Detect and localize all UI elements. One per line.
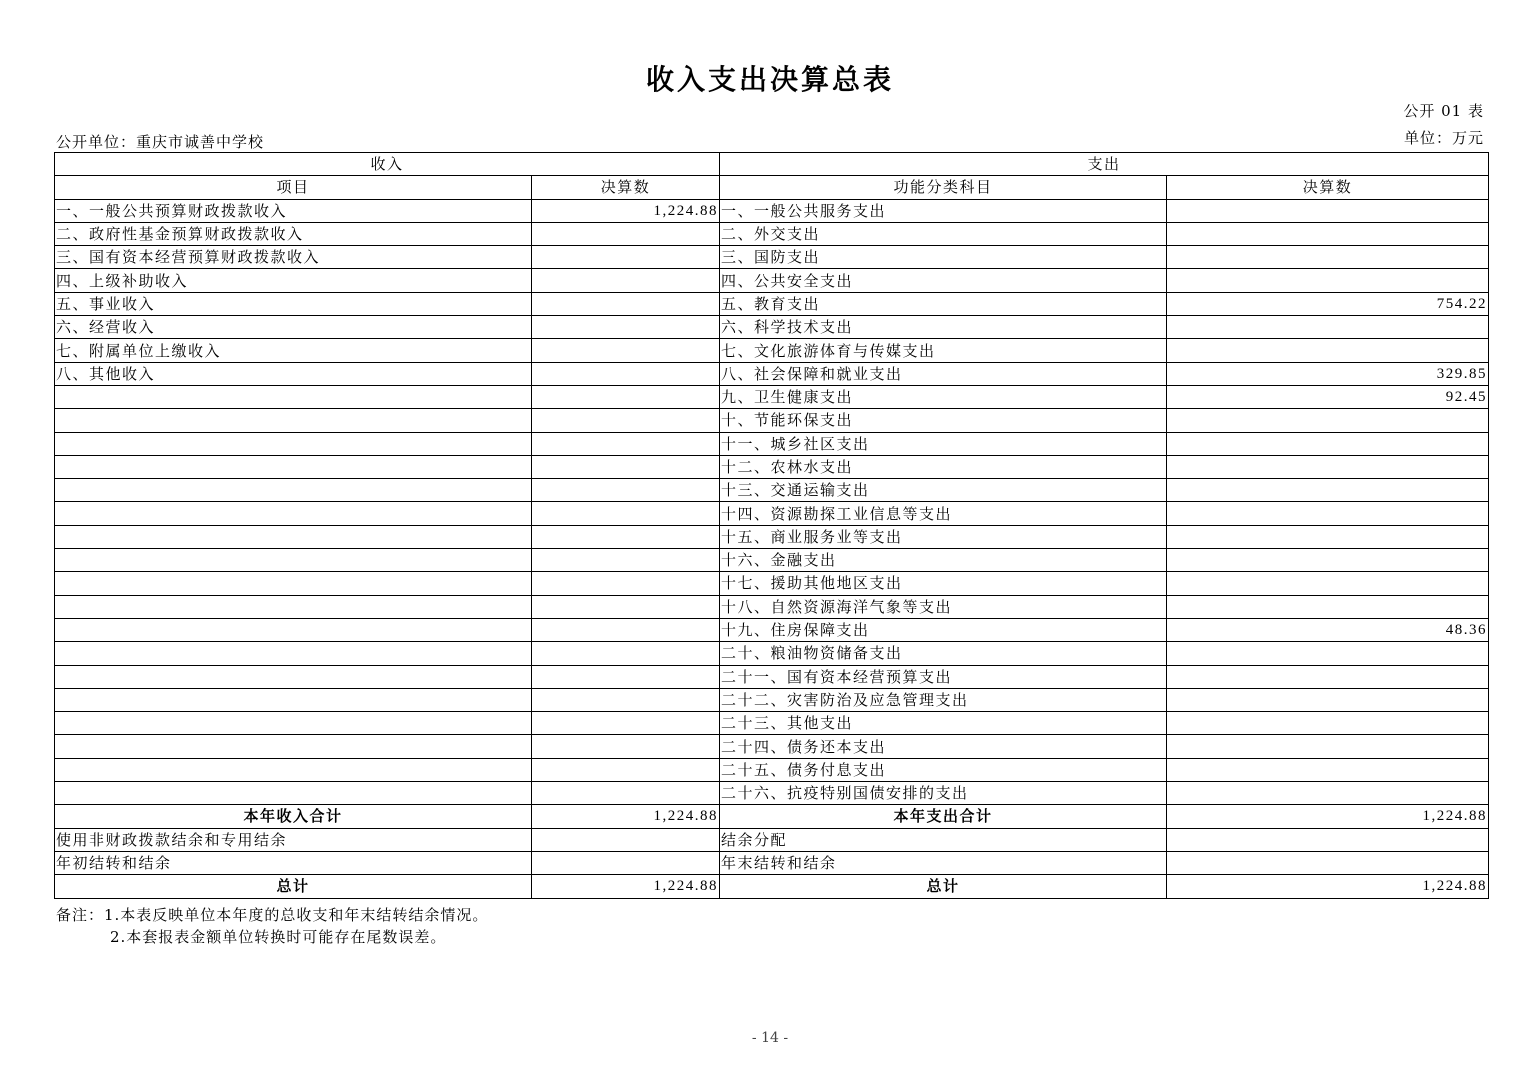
income-item-label [55, 688, 532, 711]
income-item-value [532, 362, 720, 385]
reporting-organization: 公开单位：重庆市诚善中学校 [56, 133, 265, 151]
expense-item-label: 三、国防支出 [720, 246, 1167, 269]
note-line-2: 2.本套报表金额单位转换时可能存在尾数误差。 [110, 928, 447, 946]
expense-item-value [1167, 409, 1489, 432]
expense-item-label: 九、卫生健康支出 [720, 385, 1167, 408]
grand-total-row [55, 875, 1489, 898]
grand-total-expense-label: 总计 [720, 875, 1167, 898]
income-item-value [532, 572, 720, 595]
income-item-value [532, 409, 720, 432]
expense-item-value [1167, 339, 1489, 362]
income-item-value [532, 292, 720, 315]
income-item-label [55, 618, 532, 641]
grand-total-income-label: 总计 [55, 875, 532, 898]
income-item-value [532, 642, 720, 665]
income-total-label: 本年收入合计 [55, 805, 532, 828]
expense-item-value [1167, 525, 1489, 548]
expense-item-label: 二十五、债务付息支出 [720, 758, 1167, 781]
expense-section-header: 支出 [720, 153, 1489, 176]
end-balance-label: 年末结转和结余 [720, 851, 1167, 874]
income-item-label [55, 502, 532, 525]
column-header-item: 项目 [55, 176, 532, 199]
income-item-value [532, 712, 720, 735]
income-expense-table [54, 152, 1489, 899]
expense-item-value [1167, 782, 1489, 805]
table-row [55, 758, 1489, 781]
expense-item-value: 754.22 [1167, 292, 1489, 315]
table-row [55, 409, 1489, 432]
expense-item-label: 七、文化旅游体育与传媒支出 [720, 339, 1167, 362]
expense-item-label: 十、节能环保支出 [720, 409, 1167, 432]
expense-item-value [1167, 735, 1489, 758]
expense-item-value [1167, 455, 1489, 478]
income-item-label [55, 595, 532, 618]
expense-item-label: 十四、资源勘探工业信息等支出 [720, 502, 1167, 525]
income-item-value [532, 502, 720, 525]
expense-item-label: 十二、农林水支出 [720, 455, 1167, 478]
grand-total-income-value: 1,224.88 [532, 875, 720, 898]
income-item-value [532, 269, 720, 292]
expense-item-value: 48.36 [1167, 618, 1489, 641]
income-item-value [532, 688, 720, 711]
expense-item-label: 六、科学技术支出 [720, 316, 1167, 339]
income-item-label: 七、附属单位上缴收入 [55, 339, 532, 362]
income-item-value [532, 432, 720, 455]
table-row [55, 618, 1489, 641]
income-item-value [532, 595, 720, 618]
expense-item-value [1167, 549, 1489, 572]
section-header-row [55, 153, 1489, 176]
column-header-row [55, 176, 1489, 199]
table-row [55, 316, 1489, 339]
income-item-value [532, 525, 720, 548]
income-item-label [55, 735, 532, 758]
income-item-label [55, 385, 532, 408]
expense-item-value [1167, 688, 1489, 711]
income-item-value [532, 618, 720, 641]
table-row [55, 502, 1489, 525]
column-header-amount: 决算数 [532, 176, 720, 199]
income-item-value [532, 735, 720, 758]
income-item-label [55, 409, 532, 432]
use-balance-value [532, 828, 720, 851]
carryover-row [55, 851, 1489, 874]
income-total-value: 1,224.88 [532, 805, 720, 828]
income-item-label: 四、上级补助收入 [55, 269, 532, 292]
expense-item-label: 一、一般公共服务支出 [720, 199, 1167, 222]
table-row [55, 688, 1489, 711]
begin-balance-label: 年初结转和结余 [55, 851, 532, 874]
income-item-value [532, 385, 720, 408]
end-balance-value [1167, 851, 1489, 874]
expense-item-value [1167, 479, 1489, 502]
table-row [55, 269, 1489, 292]
income-item-label [55, 665, 532, 688]
table-row [55, 362, 1489, 385]
page-title: 收入支出决算总表 [645, 63, 894, 96]
expense-item-value [1167, 246, 1489, 269]
expense-item-label: 五、教育支出 [720, 292, 1167, 315]
expense-item-value [1167, 595, 1489, 618]
expense-item-value [1167, 712, 1489, 735]
income-item-value [532, 222, 720, 245]
form-number: 公开 01 表 [1403, 102, 1484, 120]
page-number: - 14 - [751, 1030, 789, 1046]
note-line-1: 备注：1.本表反映单位本年度的总收支和年末结转结余情况。 [56, 906, 489, 924]
expense-item-label: 十六、金融支出 [720, 549, 1167, 572]
expense-item-label: 二十、粮油物资储备支出 [720, 642, 1167, 665]
income-item-label [55, 758, 532, 781]
currency-unit: 单位：万元 [1403, 129, 1484, 147]
expense-item-label: 十七、援助其他地区支出 [720, 572, 1167, 595]
income-item-value [532, 665, 720, 688]
income-item-value [532, 339, 720, 362]
table-row [55, 246, 1489, 269]
income-item-value [532, 316, 720, 339]
expense-item-value [1167, 222, 1489, 245]
income-item-label [55, 525, 532, 548]
expense-item-value [1167, 432, 1489, 455]
income-item-label: 八、其他收入 [55, 362, 532, 385]
expense-item-label: 二十一、国有资本经营预算支出 [720, 665, 1167, 688]
income-item-value [532, 758, 720, 781]
table-row [55, 782, 1489, 805]
table-row [55, 199, 1489, 222]
table-row [55, 712, 1489, 735]
table-row [55, 735, 1489, 758]
distribution-value [1167, 828, 1489, 851]
column-header-amount: 决算数 [1167, 176, 1489, 199]
expense-item-label: 二十三、其他支出 [720, 712, 1167, 735]
income-section-header: 收入 [55, 153, 720, 176]
income-item-value: 1,224.88 [532, 199, 720, 222]
table-row [55, 385, 1489, 408]
table-row [55, 292, 1489, 315]
expense-item-label: 八、社会保障和就业支出 [720, 362, 1167, 385]
income-item-label [55, 712, 532, 735]
expense-item-label: 十三、交通运输支出 [720, 479, 1167, 502]
expense-item-label: 十五、商业服务业等支出 [720, 525, 1167, 548]
expense-item-value [1167, 665, 1489, 688]
income-item-value [532, 246, 720, 269]
expense-item-label: 十八、自然资源海洋气象等支出 [720, 595, 1167, 618]
expense-item-value [1167, 758, 1489, 781]
expense-item-value [1167, 316, 1489, 339]
income-item-label [55, 549, 532, 572]
expense-item-value: 329.85 [1167, 362, 1489, 385]
income-item-label: 一、一般公共预算财政拨款收入 [55, 199, 532, 222]
expense-item-label: 四、公共安全支出 [720, 269, 1167, 292]
income-item-label [55, 432, 532, 455]
table-row [55, 525, 1489, 548]
expense-total-label: 本年支出合计 [720, 805, 1167, 828]
expense-item-value: 92.45 [1167, 385, 1489, 408]
annual-total-row [55, 805, 1489, 828]
expense-item-value [1167, 199, 1489, 222]
table-row [55, 595, 1489, 618]
expense-item-value [1167, 642, 1489, 665]
table-row [55, 549, 1489, 572]
table-row [55, 642, 1489, 665]
expense-item-label: 二、外交支出 [720, 222, 1167, 245]
table-row [55, 339, 1489, 362]
income-item-label [55, 782, 532, 805]
table-row [55, 479, 1489, 502]
expense-item-value [1167, 269, 1489, 292]
income-item-label: 五、事业收入 [55, 292, 532, 315]
income-item-label [55, 642, 532, 665]
begin-balance-value [532, 851, 720, 874]
income-item-label: 二、政府性基金预算财政拨款收入 [55, 222, 532, 245]
table-row [55, 455, 1489, 478]
income-item-label: 三、国有资本经营预算财政拨款收入 [55, 246, 532, 269]
notes [56, 904, 488, 948]
income-item-label [55, 572, 532, 595]
income-item-value [532, 782, 720, 805]
expense-item-label: 二十四、债务还本支出 [720, 735, 1167, 758]
income-item-value [532, 549, 720, 572]
grand-total-expense-value: 1,224.88 [1167, 875, 1489, 898]
expense-item-label: 十一、城乡社区支出 [720, 432, 1167, 455]
expense-item-label: 二十六、抗疫特别国债安排的支出 [720, 782, 1167, 805]
table-row [55, 222, 1489, 245]
use-balance-label: 使用非财政拨款结余和专用结余 [55, 828, 532, 851]
expense-item-label: 十九、住房保障支出 [720, 618, 1167, 641]
expense-item-label: 二十二、灾害防治及应急管理支出 [720, 688, 1167, 711]
expense-item-value [1167, 572, 1489, 595]
income-item-value [532, 455, 720, 478]
income-item-label [55, 455, 532, 478]
table-row [55, 572, 1489, 595]
distribution-label: 结余分配 [720, 828, 1167, 851]
expense-total-value: 1,224.88 [1167, 805, 1489, 828]
income-item-label [55, 479, 532, 502]
income-item-value [532, 479, 720, 502]
expense-item-value [1167, 502, 1489, 525]
column-header-func-category: 功能分类科目 [720, 176, 1167, 199]
table-row [55, 665, 1489, 688]
table-row [55, 432, 1489, 455]
income-item-label: 六、经营收入 [55, 316, 532, 339]
balance-row [55, 828, 1489, 851]
